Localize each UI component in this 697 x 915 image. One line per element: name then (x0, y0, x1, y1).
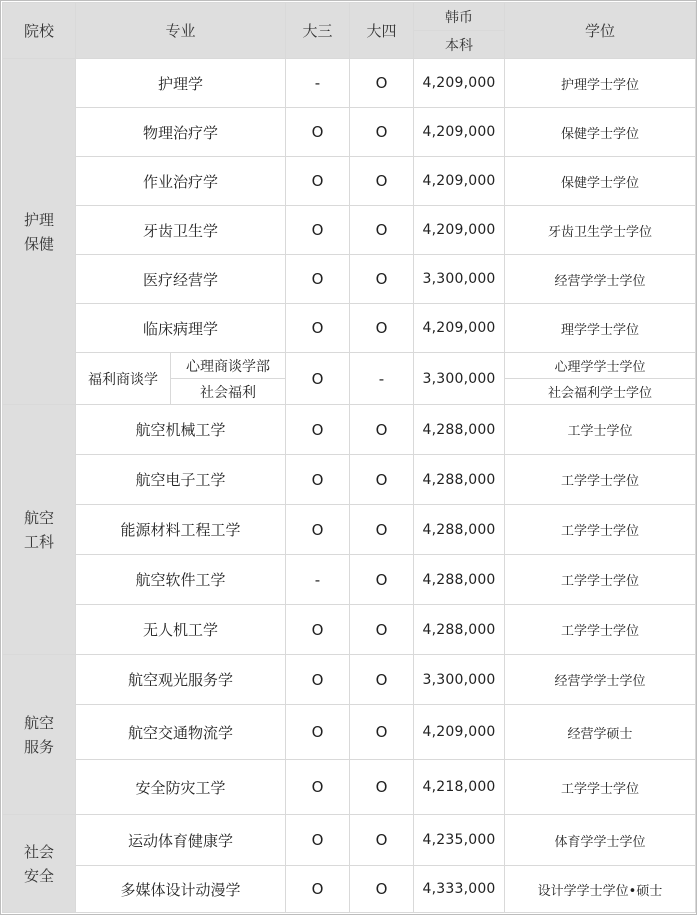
degree-cell: 保健学士学位 (505, 157, 696, 206)
degree-cell: 工学学士学位 (505, 605, 696, 655)
major-cell: 多媒体设计动漫学 (76, 866, 286, 913)
major-cell: 安全防灾工学 (76, 760, 286, 815)
junior-cell: O (286, 455, 350, 505)
senior-cell: O (350, 655, 414, 705)
major-cell: 作业治疗学 (76, 157, 286, 206)
table-row (3, 206, 696, 255)
major-cell: 运动体育健康学 (76, 815, 286, 866)
junior-cell: O (286, 206, 350, 255)
fee-cell: 4,209,000 (414, 206, 505, 255)
fee-cell: 4,333,000 (414, 866, 505, 913)
header-degree: 学位 (505, 3, 696, 59)
senior-cell: O (350, 455, 414, 505)
degree-cell: 护理学士学位 (505, 59, 696, 108)
degree-cell: 体育学学士学位 (505, 815, 696, 866)
junior-cell: O (286, 815, 350, 866)
major-cell: 能源材料工程工学 (76, 505, 286, 555)
degree-cell: 保健学士学位 (505, 108, 696, 157)
senior-cell: - (350, 353, 414, 405)
header-college: 院校 (3, 3, 76, 59)
junior-cell: O (286, 353, 350, 405)
table-row (3, 405, 696, 455)
degree-cell: 设计学学士学位•硕士 (505, 866, 696, 913)
major-cell: 航空机械工学 (76, 405, 286, 455)
major-cell: 物理治疗学 (76, 108, 286, 157)
degree-cell: 工学学士学位 (505, 760, 696, 815)
fee-cell: 4,288,000 (414, 605, 505, 655)
table-row (3, 157, 696, 206)
table-row (3, 866, 696, 913)
fee-cell: 3,300,000 (414, 255, 505, 304)
major-cell: 航空软件工学 (76, 555, 286, 605)
senior-cell: O (350, 705, 414, 760)
header-major: 专业 (76, 3, 286, 59)
senior-cell: O (350, 206, 414, 255)
senior-cell: O (350, 505, 414, 555)
senior-cell: O (350, 157, 414, 206)
welfare-sub1-cell: 心理商谈学部 (171, 353, 286, 379)
junior-cell: O (286, 157, 350, 206)
senior-cell: O (350, 555, 414, 605)
table-row (3, 655, 696, 705)
fee-cell: 4,209,000 (414, 304, 505, 353)
fee-cell: 4,288,000 (414, 405, 505, 455)
fee-cell: 4,218,000 (414, 760, 505, 815)
senior-cell: O (350, 760, 414, 815)
degree-cell: 经营学硕士 (505, 705, 696, 760)
junior-cell: O (286, 108, 350, 157)
college-name-line1: 社会 (23, 842, 54, 861)
fee-cell: 4,209,000 (414, 59, 505, 108)
junior-cell: O (286, 655, 350, 705)
college-cell (3, 815, 76, 913)
degree-cell: 经营学学士学位 (505, 655, 696, 705)
college-cell (3, 59, 76, 405)
senior-cell: O (350, 866, 414, 913)
table-row (3, 815, 696, 866)
college-cell (3, 655, 76, 815)
table-row (3, 555, 696, 605)
senior-cell: O (350, 255, 414, 304)
major-cell: 临床病理学 (76, 304, 286, 353)
header-senior: 大四 (350, 3, 414, 59)
degree-cell: 工学士学位 (505, 405, 696, 455)
welfare-sub2-cell: 社会福利 (171, 379, 286, 405)
table-row (3, 705, 696, 760)
major-cell: 护理学 (76, 59, 286, 108)
fee-cell: 4,288,000 (414, 505, 505, 555)
table-row (3, 605, 696, 655)
junior-cell: - (286, 555, 350, 605)
junior-cell: O (286, 405, 350, 455)
fee-cell: 4,209,000 (414, 705, 505, 760)
degree-cell: 工学学士学位 (505, 455, 696, 505)
major-cell: 无人机工学 (76, 605, 286, 655)
major-cell: 航空电子工学 (76, 455, 286, 505)
table-row (3, 108, 696, 157)
degree-cell: 牙齿卫生学士学位 (505, 206, 696, 255)
major-cell: 牙齿卫生学 (76, 206, 286, 255)
degree-cell: 社会福利学士学位 (505, 379, 696, 405)
college-name-line1: 航空 (23, 508, 54, 527)
table-row (3, 59, 696, 108)
table-row (3, 455, 696, 505)
senior-cell: O (350, 605, 414, 655)
major-cell: 航空交通物流学 (76, 705, 286, 760)
table-row (3, 255, 696, 304)
table-row (3, 304, 696, 353)
header-fee-currency: 韩币 (414, 3, 505, 31)
table-row (3, 505, 696, 555)
senior-cell: O (350, 405, 414, 455)
table-row (3, 353, 696, 379)
fee-cell: 4,288,000 (414, 455, 505, 505)
college-name-line2: 服务 (23, 737, 54, 756)
major-cell: 医疗经营学 (76, 255, 286, 304)
degree-cell: 理学学士学位 (505, 304, 696, 353)
tuition-table (2, 2, 696, 913)
junior-cell: O (286, 866, 350, 913)
welfare-group-cell: 福利商谈学 (76, 353, 171, 405)
college-name-line1: 护理 (23, 210, 54, 229)
junior-cell: - (286, 59, 350, 108)
fee-cell: 4,209,000 (414, 157, 505, 206)
fee-cell: 3,300,000 (414, 655, 505, 705)
senior-cell: O (350, 108, 414, 157)
junior-cell: O (286, 705, 350, 760)
college-name-line2: 安全 (23, 866, 54, 885)
degree-cell: 工学学士学位 (505, 555, 696, 605)
senior-cell: O (350, 59, 414, 108)
table-row (3, 760, 696, 815)
degree-cell: 工学学士学位 (505, 505, 696, 555)
junior-cell: O (286, 605, 350, 655)
fee-cell: 3,300,000 (414, 353, 505, 405)
junior-cell: O (286, 304, 350, 353)
junior-cell: O (286, 255, 350, 304)
header-fee-level: 本科 (414, 31, 505, 59)
senior-cell: O (350, 815, 414, 866)
junior-cell: O (286, 505, 350, 555)
college-cell (3, 405, 76, 655)
senior-cell: O (350, 304, 414, 353)
major-cell: 航空观光服务学 (76, 655, 286, 705)
college-name-line2: 保健 (23, 234, 54, 253)
degree-cell: 心理学学士学位 (505, 353, 696, 379)
fee-cell: 4,209,000 (414, 108, 505, 157)
college-name-line1: 航空 (23, 713, 54, 732)
fee-cell: 4,288,000 (414, 555, 505, 605)
junior-cell: O (286, 760, 350, 815)
fee-cell: 4,235,000 (414, 815, 505, 866)
college-name-line2: 工科 (23, 532, 54, 551)
header-row (3, 3, 696, 31)
degree-cell: 经营学学士学位 (505, 255, 696, 304)
header-junior: 大三 (286, 3, 350, 59)
